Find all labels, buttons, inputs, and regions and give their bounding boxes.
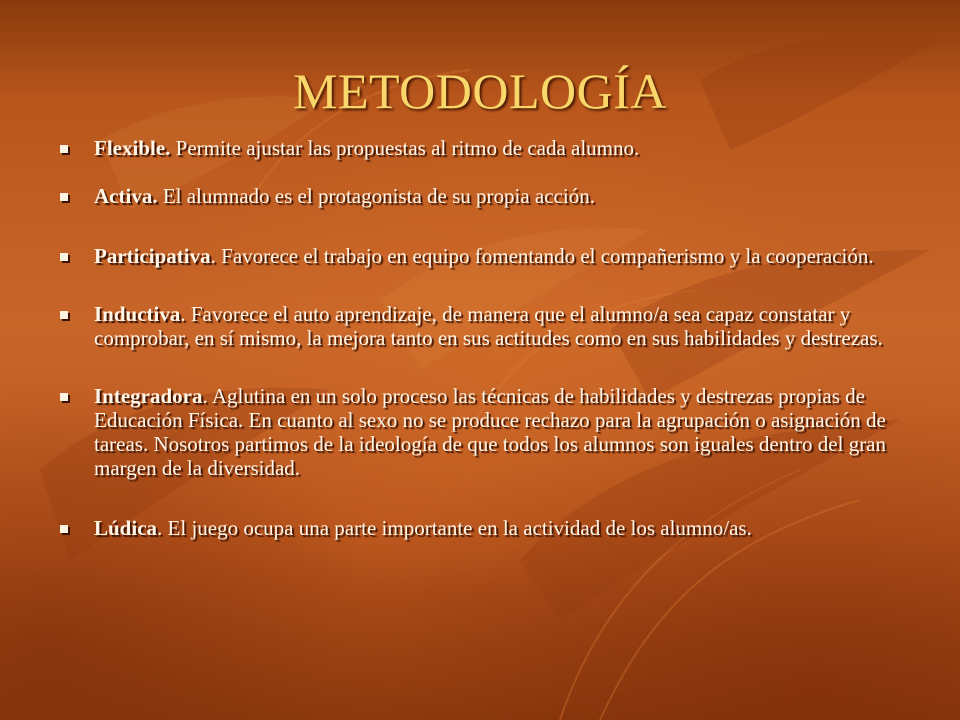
item-text: El juego ocupa una parte importante en la actividad de los alumno/as. [162,516,752,540]
item-text: Aglutina en un solo proceso las técnicas de habilidades y destrezas propias de Educación Física. En cuanto al sexo no se produce rechazo para la agrupación o asignación de tareas. Nosotros partimos de la ideología de que todos los alumnos son iguales dentro del gran margen de la diversidad. [94,384,887,480]
item-text: Favorece el trabajo en equipo fomentando el compañerismo y la cooperación. [215,244,874,268]
square-bullet-icon [60,393,68,401]
item-term: Participativa [94,244,211,268]
item-text: Favorece el auto aprendizaje, de manera que el alumno/a sea capaz constatar y comprobar, en sí mismo, la mejora tanto en sus actitudes como en sus habilidades y destrezas. [94,302,883,350]
square-bullet-icon [60,525,68,533]
item-term: Lúdica [94,516,158,540]
item-term: Integradora [94,384,203,408]
slide-title: METODOLOGÍA [293,63,667,119]
square-bullet-icon [60,193,68,201]
list-item-integradora [56,384,906,480]
item-term: Activa [94,184,153,208]
list-item-flexible [56,136,906,160]
item-separator: . [165,136,171,160]
list-item-ludica [56,516,906,540]
item-text: Permite ajustar las propuestas al ritmo de cada alumno. [170,136,640,160]
item-separator: . [202,384,208,408]
item-separator: . [210,244,216,268]
methodology-list [56,136,906,540]
square-bullet-icon [60,145,68,153]
list-item-activa [56,184,906,208]
square-bullet-icon [60,311,68,319]
item-term: Flexible [94,136,166,160]
item-text: El alumnado es el protagonista de su propia acción. [157,184,595,208]
item-term: Inductiva [94,302,181,326]
list-item-inductiva [56,302,906,350]
item-separator: . [157,516,163,540]
item-separator: . [180,302,186,326]
square-bullet-icon [60,253,68,261]
list-item-participativa [56,244,906,268]
item-separator: . [152,184,158,208]
